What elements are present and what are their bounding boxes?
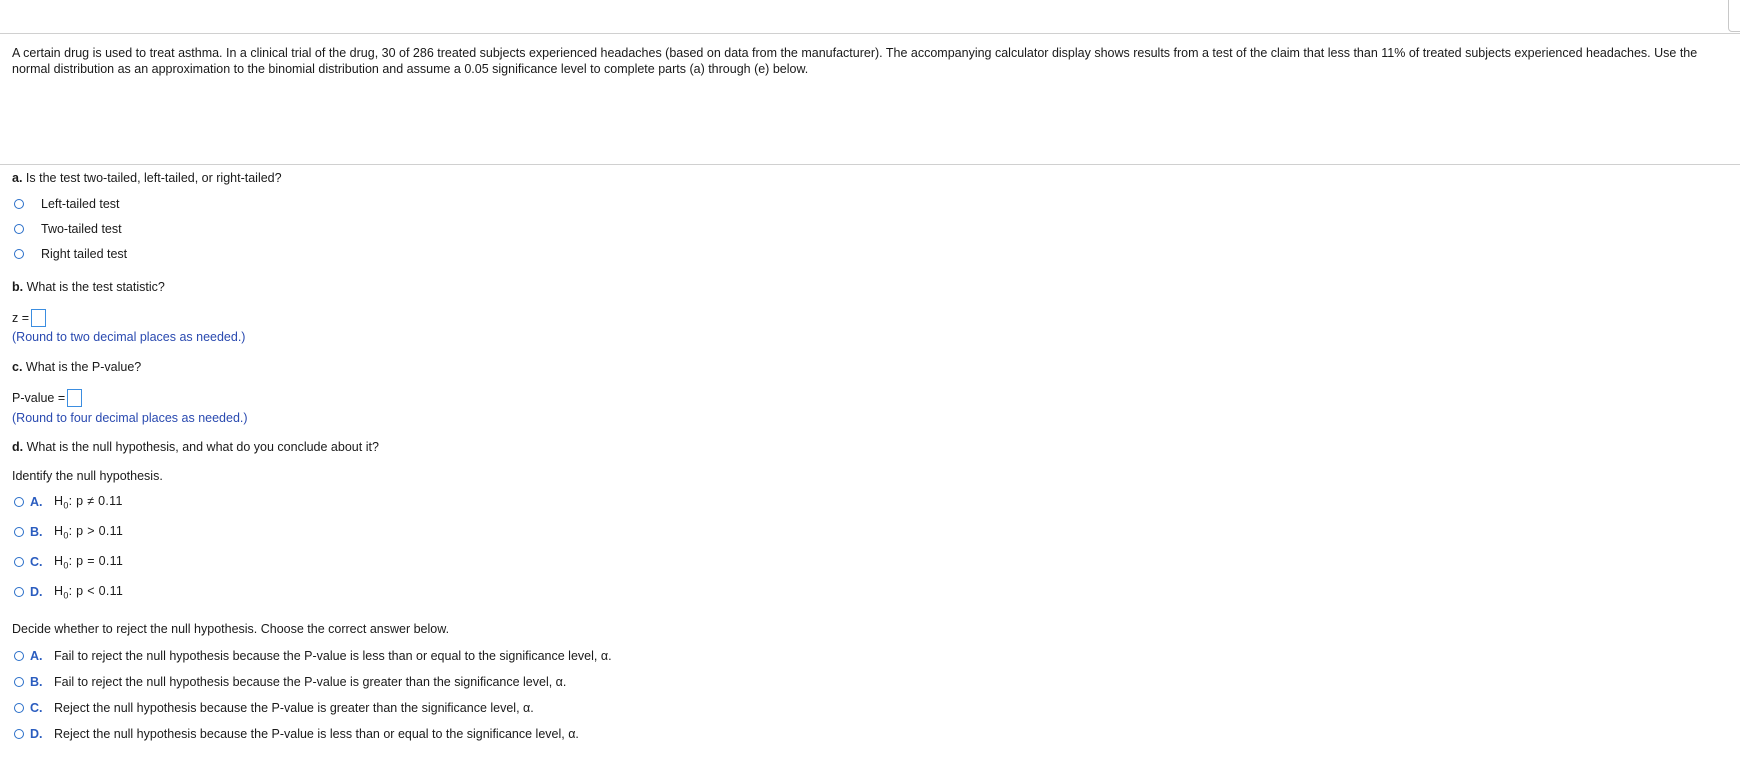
hypothesis-text: $H_0$: p = 0.11 [54,553,124,571]
option-left-tailed[interactable] [14,195,120,213]
option-letter: B. [30,525,43,539]
option-letter: C. [30,701,43,715]
radio-button[interactable] [14,497,24,507]
option-letter: C. [30,555,43,569]
p-value-label: P-value = [12,391,66,405]
decision-option-c[interactable] [14,699,534,717]
identify-null-prompt: Identify the null hypothesis. [12,469,163,483]
p-value-answer-row [12,389,82,407]
hypothesis-option-d[interactable] [14,583,123,601]
radio-button[interactable] [14,557,24,567]
option-letter: A. [30,649,43,663]
part-a-question [12,171,282,185]
radio-button[interactable] [14,677,24,687]
radio-button[interactable] [14,587,24,597]
option-letter: B. [30,675,43,689]
hypothesis-text: $H_0$: p > 0.11 [54,523,124,541]
part-b-question [12,280,165,294]
option-label: Right tailed test [41,247,128,261]
hypothesis-option-a[interactable] [14,493,123,511]
problem-intro: A certain drug is used to treat asthma. In a clinical trial of the drug, 30 of 286 treated subjects experienced headaches (based on data from the manufacturer). The accompanying calculator display shows results from a test of the claim that less than 11% of treated subjects experienced headaches. Use the normal distribution as an approximation to the binomial distribution and assume a 0.05 significance level to complete parts (a) through (e) below. [12,46,1698,76]
z-answer-row [12,309,46,327]
z-label: z = [12,311,30,325]
decision-text: Reject the null hypothesis because the P-value is greater than the significance level, α. [54,701,534,715]
decision-option-a[interactable] [14,647,612,665]
part-a-prefix: a. [12,171,23,185]
p-value-rounding-hint: (Round to four decimal places as needed.) [12,411,248,425]
corner-button[interactable] [1728,0,1740,32]
radio-button[interactable] [14,729,24,739]
part-d-question [12,440,379,454]
hypothesis-option-c[interactable] [14,553,123,571]
option-right-tailed[interactable] [14,245,127,263]
part-c-prefix: c. [12,360,23,374]
option-letter: D. [30,727,43,741]
section-divider [0,164,1740,165]
hypothesis-option-b[interactable] [14,523,123,541]
part-c-question [12,360,141,374]
radio-button[interactable] [14,249,24,259]
hypothesis-text: $H_0$: p ≠ 0.11 [54,493,123,511]
part-b-prefix: b. [12,280,24,294]
hypothesis-text: $H_0$: p < 0.11 [54,583,124,601]
part-d-prefix: d. [12,440,24,454]
radio-button[interactable] [14,527,24,537]
z-answer-input[interactable] [31,309,46,327]
decision-option-b[interactable] [14,673,566,691]
part-d-text: What is the null hypothesis, and what do you conclude about it? [23,440,379,454]
part-c-text: What is the P-value? [22,360,142,374]
option-label: Left-tailed test [41,197,120,211]
p-value-answer-input[interactable] [67,389,82,407]
option-letter: D. [30,585,43,599]
part-b-text: What is the test statistic? [23,280,165,294]
decision-option-d[interactable] [14,725,579,743]
radio-button[interactable] [14,651,24,661]
decide-prompt: Decide whether to reject the null hypothesis. Choose the correct answer below. [12,622,450,636]
radio-button[interactable] [14,199,24,209]
decision-text: Fail to reject the null hypothesis because the P-value is greater than the significance level, α. [54,675,567,689]
option-label: Two-tailed test [41,222,122,236]
top-divider [0,33,1740,34]
radio-button[interactable] [14,703,24,713]
z-rounding-hint: (Round to two decimal places as needed.) [12,330,246,344]
option-letter: A. [30,495,43,509]
option-two-tailed[interactable] [14,220,122,238]
decision-text: Reject the null hypothesis because the P-value is less than or equal to the significance level, α. [54,727,579,741]
decision-text: Fail to reject the null hypothesis because the P-value is less than or equal to the significance level, α. [54,649,612,663]
radio-button[interactable] [14,224,24,234]
part-a-text: Is the test two-tailed, left-tailed, or right-tailed? [22,171,282,185]
